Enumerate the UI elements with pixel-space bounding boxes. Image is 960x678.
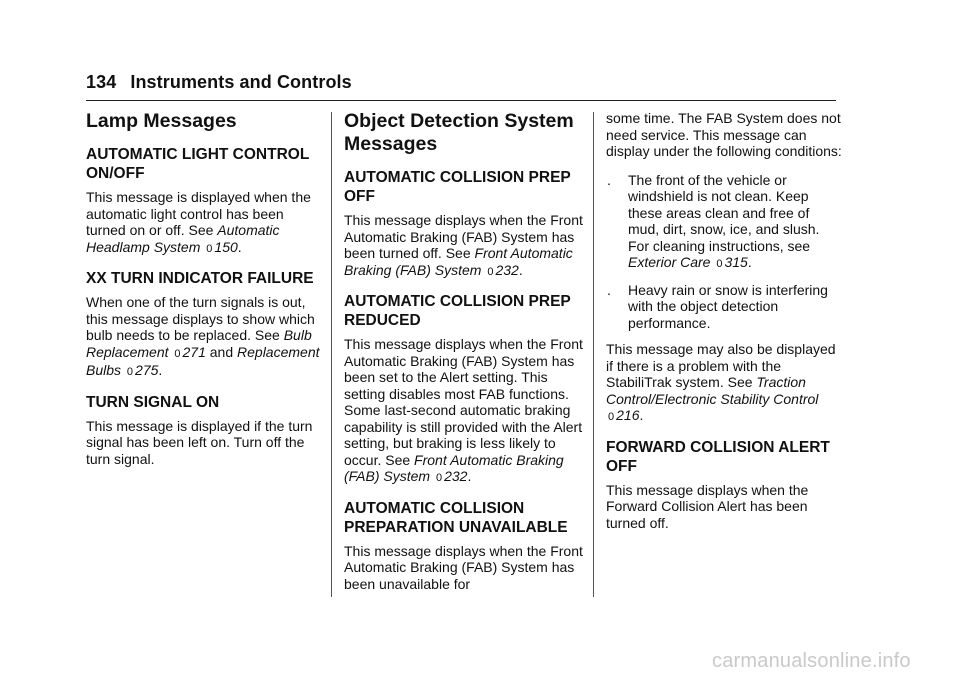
link-exterior-care[interactable]: Exterior Care — [628, 254, 711, 270]
header-rule — [86, 100, 836, 101]
punctuation: . — [237, 238, 242, 255]
page-ref-number[interactable]: 232 — [495, 261, 519, 278]
column-3 — [606, 110, 842, 543]
page-ref-icon: 0 — [435, 472, 443, 484]
page-header — [86, 72, 352, 93]
body-text: This message displays when the Front Automatic Braking (FAB) System has been turned off. See — [344, 212, 583, 261]
paragraph-collision-prep-unavailable: This message displays when the Front Automatic Braking (FAB) System has been unavailable for — [344, 542, 583, 592]
page-ref-icon: 0 — [608, 411, 615, 423]
column-2 — [344, 110, 584, 604]
body-text: The front of the vehicle or windshield is not clean. Keep these areas clean and free of mud, dirt, snow, ice, and slush. For cleaning instructions, see — [628, 171, 820, 254]
body-text: and — [205, 343, 238, 360]
heading-collision-prep-unavailable: AUTOMATIC COLLISION PREPARATION UNAVAILABLE — [344, 499, 568, 536]
link-traction-control[interactable]: Traction Control/Electronic Stability Control — [606, 374, 819, 407]
page-ref-icon: 0 — [174, 347, 181, 360]
link-bulb-replacement[interactable]: Bulb Replacement — [86, 327, 312, 360]
punctuation: . — [639, 407, 644, 423]
list-item — [606, 172, 842, 273]
heading-turn-indicator-failure: XX TURN INDICATOR FAILURE — [86, 270, 314, 287]
page-ref-icon: 0 — [126, 366, 134, 378]
punctuation: . — [518, 261, 523, 278]
link-front-automatic-braking[interactable]: Front Automatic Braking (FAB) System — [344, 451, 564, 484]
page-header-title: Instruments and Controls — [130, 72, 352, 92]
watermark: carmanualsonline.info — [712, 650, 911, 672]
body-text: This message is displayed when the automatic light control has been turned on or off. See — [86, 189, 311, 238]
paragraph-collision-prep-reduced — [344, 336, 584, 487]
paragraph-continued: some time. The FAB System does not need service. This message can display under the following conditions: — [606, 110, 842, 159]
page-ref-icon: 0 — [206, 242, 213, 255]
body-text: This message may also be displayed if there is a problem with the StabiliTrak system. See — [606, 341, 836, 390]
page-ref-number[interactable]: 271 — [182, 343, 206, 360]
section-title-lamp-messages: Lamp Messages — [86, 110, 237, 132]
column-divider-1 — [331, 112, 332, 597]
link-front-automatic-braking[interactable]: Front Automatic Braking (FAB) System — [344, 245, 573, 278]
punctuation: . — [747, 254, 752, 270]
page-ref-number[interactable]: 150 — [214, 238, 238, 255]
body-text: Heavy rain or snow is interfering with the object detection performance. — [628, 281, 828, 331]
heading-collision-prep-off: AUTOMATIC COLLISION PREP OFF — [344, 169, 571, 205]
paragraph-auto-light-control — [86, 189, 321, 257]
page-ref-icon: 0 — [716, 258, 723, 270]
page-number: 134 — [86, 72, 117, 92]
link-replacement-bulbs[interactable]: Replacement Bulbs — [86, 343, 320, 378]
bullet-icon: . — [607, 281, 611, 298]
heading-turn-signal-on: TURN SIGNAL ON — [86, 393, 220, 411]
bullet-icon: . — [607, 171, 611, 188]
heading-collision-prep-reduced: AUTOMATIC COLLISION PREP REDUCED — [344, 293, 571, 329]
paragraph-forward-collision-alert-off: This message displays when the Forward Collision Alert has been turned off. — [606, 481, 809, 531]
paragraph-turn-signal-on: This message is displayed if the turn signal has been left on. Turn off the turn signal. — [86, 417, 313, 467]
column-1 — [86, 110, 321, 479]
punctuation: . — [158, 362, 163, 378]
conditions-list — [606, 172, 842, 332]
heading-forward-collision-alert-off: FORWARD COLLISION ALERT OFF — [606, 438, 830, 475]
body-text: When one of the turn signals is out, this message displays to show which bulb needs to be replaced. See — [86, 294, 315, 343]
heading-auto-light-control: AUTOMATIC LIGHT CONTROL ON/OFF — [86, 146, 310, 182]
page-ref-number[interactable]: 315 — [724, 254, 748, 270]
paragraph-turn-indicator-failure — [86, 294, 321, 381]
list-item — [606, 282, 842, 332]
page-ref-icon: 0 — [487, 265, 494, 278]
paragraph-collision-prep-off — [344, 212, 584, 280]
punctuation: . — [467, 468, 472, 484]
page-ref-number[interactable]: 275 — [135, 362, 159, 378]
page-ref-number[interactable]: 232 — [444, 468, 468, 484]
link-automatic-headlamp-system[interactable]: Automatic Headlamp System — [86, 222, 280, 255]
body-text: This message displays when the Front Automatic Braking (FAB) System has been set to the Alert setting. This setting disables most FAB functions. Some last-second automatic braking capability is still provided with the Alert setting, but braking is less likely to occur. See — [344, 336, 583, 468]
paragraph-stabilitrak — [606, 341, 842, 426]
section-title-object-detection: Object Detection System Messages — [344, 110, 574, 155]
column-divider-2 — [593, 112, 594, 597]
page-ref-number[interactable]: 216 — [616, 407, 640, 423]
